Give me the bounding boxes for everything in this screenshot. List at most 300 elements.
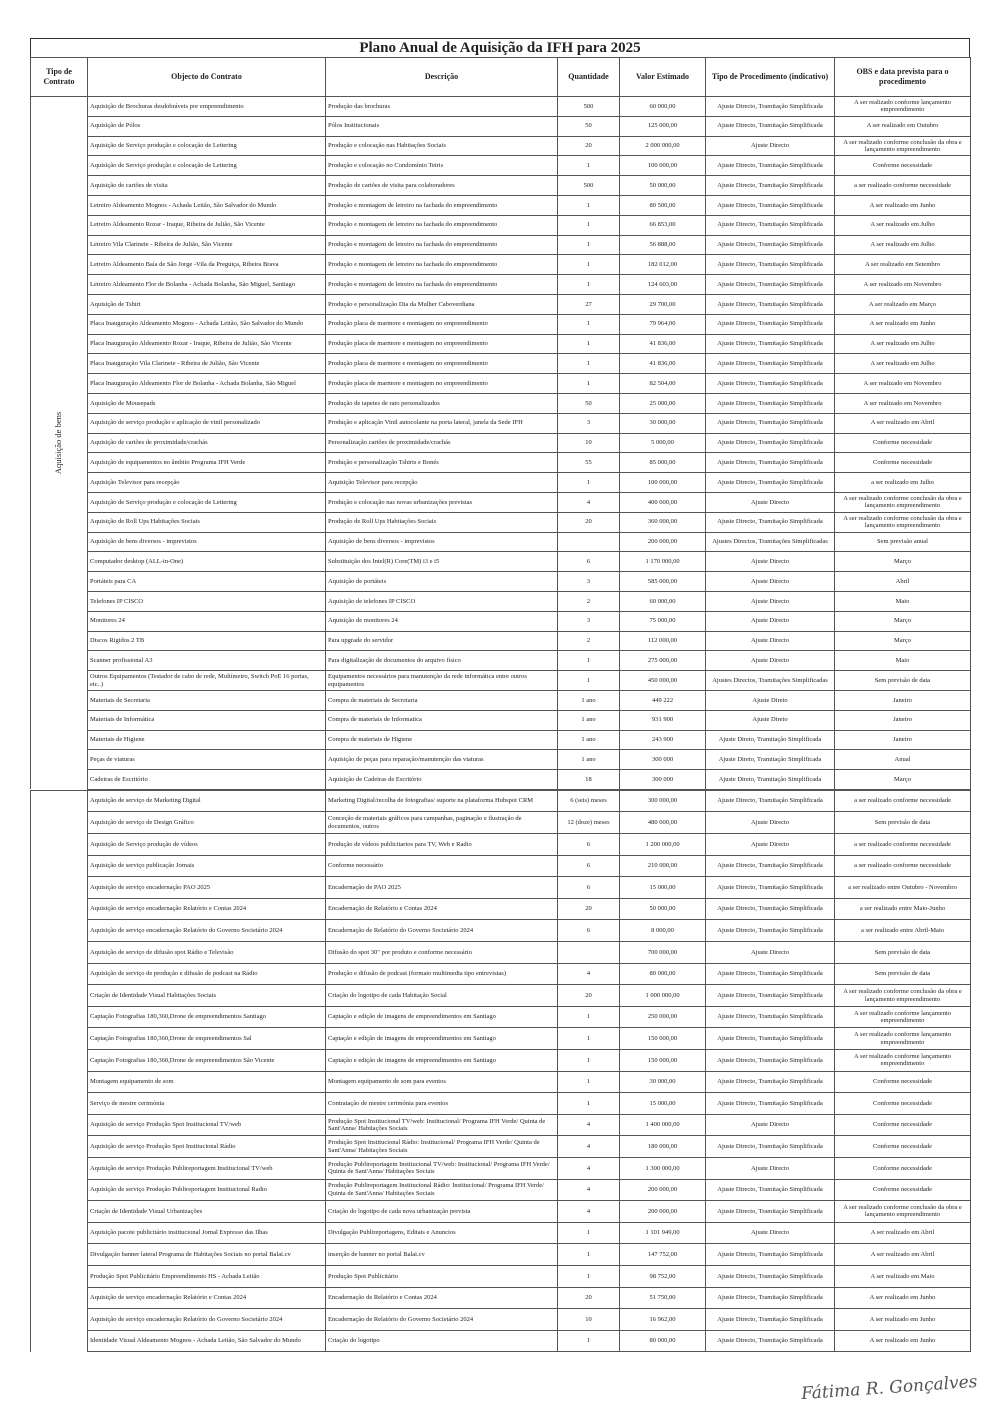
cell-procedimento: Ajuste Directo, Tramitação Simplificada [706, 512, 835, 532]
cell-descricao: Produção Spot Institucional Rádio: Institucional/ Programa IFH Verde/ Quinta de Sant'Anna/ Habitações Sociais [326, 1136, 558, 1158]
cell-descricao: Aquisição de Cadeiras de Escritório [326, 770, 558, 790]
cell-quantidade: 1 [558, 1006, 620, 1028]
cell-valor: 15 000,00 [620, 877, 706, 899]
cell-quantidade: 1 ano [558, 750, 620, 770]
table-row [31, 433, 971, 453]
table-row [31, 334, 971, 354]
cell-procedimento: Ajuste Directo [706, 1222, 835, 1244]
cell-quantidade: 1 [558, 255, 620, 275]
cell-procedimento: Ajuste Directo, Tramitação Simplificada [706, 1244, 835, 1266]
cell-objecto: Aquisição de cartões de proximidade/crachás [88, 433, 326, 453]
cell-descricao: Produção placa de marmore e montagem no empreendimento [326, 354, 558, 374]
cell-descricao: Produção e colocação nas novas urbanizações previstas [326, 492, 558, 512]
cell-obs: Março [835, 631, 971, 651]
cell-objecto: Materiais de Informática [88, 710, 326, 730]
cell-objecto: Aquisição de serviço Produção Spot Institucional Rádio [88, 1136, 326, 1158]
cell-quantidade: 4 [558, 1179, 620, 1201]
cell-quantidade [558, 532, 620, 552]
cell-obs: A ser realizado conforme conclusão da obra e lançamento empreendimento [835, 136, 971, 156]
cell-quantidade: 1 ano [558, 690, 620, 710]
cell-objecto: Aquisição de Serviço produção e colocação de Lettering [88, 492, 326, 512]
table-row [31, 1265, 971, 1287]
cell-quantidade: 1 [558, 1265, 620, 1287]
table-row [31, 1309, 971, 1331]
cell-quantidade: 1 [558, 651, 620, 671]
cell-valor: 585 000,00 [620, 572, 706, 592]
cell-quantidade: 18 [558, 770, 620, 790]
cell-quantidade: 1 [558, 1093, 620, 1115]
cell-objecto: Aquisição de serviço produção e aplicação de vinil personalizado [88, 413, 326, 433]
cell-valor: 300 000 [620, 750, 706, 770]
cell-descricao: Aquisição de bens diversos - imprevistos [326, 532, 558, 552]
table-row [31, 898, 971, 920]
cell-objecto: Outros Equipamentos (Testador de cabo de rede, Multímetro, Switch PoE 16 portas, etc..) [88, 671, 326, 691]
cell-obs: A ser realizado em Outubro [835, 116, 971, 136]
cell-procedimento: Ajuste Directo, Tramitação Simplificada [706, 1287, 835, 1309]
cell-valor: 112 000,00 [620, 631, 706, 651]
cell-objecto: Telefones IP CISCO [88, 591, 326, 611]
cell-obs: a ser realizado conforme necessidade [835, 834, 971, 856]
cell-obs: A ser realizado em Junho [835, 1330, 971, 1352]
cell-quantidade: 1 [558, 235, 620, 255]
cell-objecto: Aquisição pacote publicitário institucional Jornal Expresso das Ilhas [88, 1222, 326, 1244]
cell-valor: 75 000,00 [620, 611, 706, 631]
cell-valor: 1 200 000,00 [620, 834, 706, 856]
cell-obs: Janeiro [835, 710, 971, 730]
table-row [31, 690, 971, 710]
cell-valor: 50 000,00 [620, 176, 706, 196]
cell-objecto: Portáteis para CA [88, 572, 326, 592]
table-row [31, 1114, 971, 1136]
cell-valor: 480 000,00 [620, 812, 706, 834]
cell-objecto: Aquisição de serviço Produção Spot Institucional TV/web [88, 1114, 326, 1136]
table-row [31, 294, 971, 314]
cell-procedimento: Ajuste Directo, Tramitação Simplificada [706, 116, 835, 136]
table-row [31, 1028, 971, 1050]
cell-descricao: Para upgrade do servidor [326, 631, 558, 651]
cell-procedimento: Ajuste Directo, Tramitação Simplificada [706, 1136, 835, 1158]
cell-valor: 1 000 000,00 [620, 985, 706, 1007]
cell-quantidade: 1 [558, 156, 620, 176]
cell-descricao: Produção de Roll Ups Habitações Sociais [326, 512, 558, 532]
cell-descricao: Compra de materiais de Higiene [326, 730, 558, 750]
cell-quantidade: 55 [558, 453, 620, 473]
cell-obs: A ser realizado em Julho [835, 215, 971, 235]
cell-obs: Março [835, 611, 971, 631]
cell-valor: 150 000,00 [620, 1028, 706, 1050]
cell-obs: A ser realizado em Julho [835, 235, 971, 255]
cell-quantidade: 1 [558, 1071, 620, 1093]
cell-valor: 300 000,00 [620, 790, 706, 812]
table-row [31, 156, 971, 176]
table-row [31, 1136, 971, 1158]
cell-obs: A ser realizado conforme conclusão da obra e lançamento empreendimento [835, 1201, 971, 1223]
cell-objecto: Aquisição de serviço encadernação Relatório e Contas 2024 [88, 1287, 326, 1309]
cell-obs: A ser realizado em Junho [835, 1309, 971, 1331]
cell-obs: A ser realizado em Maio [835, 1265, 971, 1287]
cell-valor: 30 000,00 [620, 1071, 706, 1093]
cell-objecto: Aquisição de serviço encadernação Relatório do Governo Societário 2024 [88, 920, 326, 942]
acquisition-table-goods [30, 57, 971, 790]
cell-quantidade: 3 [558, 413, 620, 433]
cell-objecto: Monitores 24 [88, 611, 326, 631]
cell-objecto: Aquisição de Serviço produção de vídeos [88, 834, 326, 856]
cell-procedimento: Ajuste Directo, Tramitação Simplificada [706, 790, 835, 812]
cell-obs: Maio [835, 591, 971, 611]
cell-descricao: Compra de materiais de Informatica [326, 710, 558, 730]
table-row [31, 963, 971, 985]
cell-quantidade: 4 [558, 963, 620, 985]
table-row [31, 855, 971, 877]
cell-procedimento: Ajuste Directo, Tramitação Simplificada [706, 393, 835, 413]
cell-objecto: Discos Rigidos 2 TB [88, 631, 326, 651]
cell-procedimento: Ajuste Directo [706, 834, 835, 856]
cell-obs: A ser realizado em Abril [835, 413, 971, 433]
document-sheet [30, 38, 970, 1352]
cell-objecto: Aquisição de Serviço produção e colocação de Lettering [88, 156, 326, 176]
table-row [31, 275, 971, 295]
table-row [31, 834, 971, 856]
cell-objecto: Captação Fotografias 180,360,Drone de empreendimentos São Vicente [88, 1050, 326, 1072]
cell-valor: 1 300 000,00 [620, 1157, 706, 1179]
cell-quantidade: 6 [558, 834, 620, 856]
cell-quantidade: 6 [558, 552, 620, 572]
cell-obs: Conforme necessidade [835, 156, 971, 176]
cell-procedimento: Ajuste Directo, Tramitação Simplificada [706, 473, 835, 493]
cell-quantidade: 20 [558, 512, 620, 532]
cell-obs: a ser realizado entre Outubro - Novembro [835, 877, 971, 899]
cell-descricao: Produção e montagem de letreiro na fachada do empreendimento [326, 255, 558, 275]
cell-objecto: Aquisição de serviço encadernação Relatório e Contas 2024 [88, 898, 326, 920]
cell-procedimento: Ajuste Directo [706, 631, 835, 651]
cell-objecto: Aquisição de bens diversos - imprevistos [88, 532, 326, 552]
cell-valor: 182 012,00 [620, 255, 706, 275]
cell-valor: 85 000,00 [620, 453, 706, 473]
cell-quantidade: 1 [558, 334, 620, 354]
cell-quantidade: 50 [558, 116, 620, 136]
cell-objecto: Aquisição de Tshirt [88, 294, 326, 314]
cell-valor: 400 000,00 [620, 492, 706, 512]
cell-descricao: Produção Spot Publicitário [326, 1265, 558, 1287]
cell-objecto: Aquisição de serviço de Design Gráfico [88, 812, 326, 834]
cell-objecto: Aquisição de serviço de difusão spot Rádio e Televisão [88, 942, 326, 964]
cell-valor: 150 000,00 [620, 1050, 706, 1072]
cell-objecto: Scanner profissional A3 [88, 651, 326, 671]
cell-valor: 80 000,00 [620, 1330, 706, 1352]
cell-valor: 250 000,00 [620, 1006, 706, 1028]
cell-quantidade: 2 [558, 631, 620, 651]
cell-descricao: Produção Spot Institucional TV/web: Institucional/ Programa IFH Verde/ Quinta de Sant'Anna/ Habitações Sociais [326, 1114, 558, 1136]
cell-objecto: Materiais de Higiene [88, 730, 326, 750]
cell-descricao: Produção de tapetes de rato personalizados [326, 393, 558, 413]
cell-procedimento: Ajuste Directo, Tramitação Simplificada [706, 275, 835, 295]
cell-quantidade: 1 [558, 1222, 620, 1244]
cell-descricao: Produção e montagem de letreiro na fachada do empreendimento [326, 235, 558, 255]
cell-descricao: Difusão do spot 30" por produto e conforme necessário [326, 942, 558, 964]
cell-descricao: Criação do logotipo de cada nova urbanização prevista [326, 1201, 558, 1223]
table-row [31, 985, 971, 1007]
cell-descricao: Encadernação de Relatório e Contas 2024 [326, 1287, 558, 1309]
table-row [31, 1287, 971, 1309]
cell-descricao: Produção e personalização Tshirts e Bonés [326, 453, 558, 473]
table-row [31, 1050, 971, 1072]
cell-descricao: Produção de vídeos publicitarios para TV, Web e Radio [326, 834, 558, 856]
contract-type-cell [31, 97, 88, 790]
cell-objecto: Aquisição de cartões de visita [88, 176, 326, 196]
col-header-obs: OBS e data prevista para o procedimento [835, 58, 971, 97]
cell-descricao: Montagem equipamento de som para eventos [326, 1071, 558, 1093]
cell-procedimento: Ajuste Directo [706, 552, 835, 572]
table-row [31, 671, 971, 691]
cell-obs: A ser realizado conforme conclusão da obra e lançamento empreendimento [835, 492, 971, 512]
cell-descricao: Produção e montagem de letreiro na fachada do empreendimento [326, 195, 558, 215]
table-row [31, 877, 971, 899]
cell-objecto: Placa Inauguração Aldeamento Rozar - Iraque, Ribeira de Julião, São Vicente [88, 334, 326, 354]
cell-obs: a ser realizado conforme necessidade [835, 176, 971, 196]
table-row [31, 710, 971, 730]
cell-procedimento: Ajuste Directo, Tramitação Simplificada [706, 176, 835, 196]
cell-procedimento: Ajuste Direto [706, 690, 835, 710]
cell-valor: 1 101 949,00 [620, 1222, 706, 1244]
cell-descricao: Produção e colocação no Condomínio Tetris [326, 156, 558, 176]
cell-descricao: Captação e edição de imagens de empreendimentos em Santiago [326, 1050, 558, 1072]
cell-valor: 16 962,00 [620, 1309, 706, 1331]
cell-procedimento: Ajuste Directo, Tramitação Simplificada [706, 855, 835, 877]
cell-objecto: Peças de viaturas [88, 750, 326, 770]
cell-objecto: Aquisição Televisor para recepção [88, 473, 326, 493]
cell-procedimento: Ajuste Directo, Tramitação Simplificada [706, 985, 835, 1007]
table-row [31, 393, 971, 413]
table-row [31, 611, 971, 631]
cell-procedimento: Ajuste Directo, Tramitação Simplificada [706, 413, 835, 433]
cell-objecto: Cadeiras de Escritório [88, 770, 326, 790]
cell-obs: A ser realizado conforme lançamento empreendimento [835, 1028, 971, 1050]
cell-procedimento: Ajuste Directo, Tramitação Simplificada [706, 1309, 835, 1331]
cell-quantidade: 1 ano [558, 730, 620, 750]
cell-objecto: Placa Inauguração Vila Clarinete - Ribeira de Julião, São Vicente [88, 354, 326, 374]
cell-objecto: Letreiro Aldeamento Mognos - Achada Leitão, São Salvador do Mundo [88, 195, 326, 215]
cell-obs: Anual [835, 750, 971, 770]
cell-valor: 1 400 000,00 [620, 1114, 706, 1136]
cell-quantidade: 1 [558, 1330, 620, 1352]
cell-objecto: Placa Inauguração Aldeamento Mognos - Achada Leitão, São Salvador do Mundo [88, 314, 326, 334]
cell-procedimento: Ajuste Directo, Tramitação Simplificada [706, 354, 835, 374]
cell-valor: 25 000,00 [620, 393, 706, 413]
cell-procedimento: Ajustes Directos, Tramitações Simplificadas [706, 671, 835, 691]
cell-objecto: Aquisição de serviço Produção Publireportagem Institucional Radio [88, 1179, 326, 1201]
cell-objecto: Letreiro Vila Clarinete - Ribeira de Julião, São Vicente [88, 235, 326, 255]
cell-quantidade: 4 [558, 492, 620, 512]
cell-descricao: Marketing Digital/recolha de fotografias/ suporte na plataforma Hubspot CRM [326, 790, 558, 812]
cell-procedimento: Ajuste Directo [706, 942, 835, 964]
table-row [31, 770, 971, 790]
cell-quantidade: 1 [558, 1050, 620, 1072]
cell-obs: Conforme necessidade [835, 1114, 971, 1136]
cell-objecto: Aquisição de serviço de produção e difusão de podcast na Rádio [88, 963, 326, 985]
cell-objecto: Computador desktop (ALL-in-One) [88, 552, 326, 572]
cell-obs: A ser realizado em Novembro [835, 275, 971, 295]
cell-descricao: Produção e montagem de letreiro na fachada do empreendimento [326, 215, 558, 235]
cell-descricao: Aquisição de telefones IP CISCO [326, 591, 558, 611]
cell-objecto: Captação Fotografias 180,360,Drone de empreendimentos Sal [88, 1028, 326, 1050]
cell-quantidade: 1 [558, 473, 620, 493]
cell-quantidade: 1 [558, 354, 620, 374]
cell-quantidade: 2 [558, 591, 620, 611]
cell-descricao: Captação e edição de imagens de empreendimentos em Santiago [326, 1028, 558, 1050]
cell-descricao: Contratação de mestre cerimónia para eventos [326, 1093, 558, 1115]
cell-objecto: Letreiro Aldeamento Baía de São Jorge -Vila da Preguiça, Ribeira Brava [88, 255, 326, 275]
cell-descricao: Produção e personalização Dia da Mulher Caboverdiana [326, 294, 558, 314]
cell-quantidade: 4 [558, 1201, 620, 1223]
table-row [31, 176, 971, 196]
cell-obs: a ser realizado conforme necessidade [835, 855, 971, 877]
cell-quantidade: 1 [558, 374, 620, 394]
cell-obs: A ser realizado conforme lançamento empreendimento [835, 1050, 971, 1072]
cell-objecto: Aquisição de serviço encadernação PAO 2025 [88, 877, 326, 899]
cell-valor: 275 000,00 [620, 651, 706, 671]
cell-descricao: Produção e colocação nas Habitações Sociais [326, 136, 558, 156]
cell-quantidade: 20 [558, 898, 620, 920]
table-row [31, 1330, 971, 1352]
table-row [31, 374, 971, 394]
cell-quantidade: 1 [558, 215, 620, 235]
table-row [31, 473, 971, 493]
cell-valor: 66 853,00 [620, 215, 706, 235]
cell-valor: 450 000,00 [620, 671, 706, 691]
table-row [31, 1093, 971, 1115]
cell-objecto: Captação Fotografias 180,360,Drone de empreendimentos Santiago [88, 1006, 326, 1028]
cell-procedimento: Ajuste Directo, Tramitação Simplificada [706, 1330, 835, 1352]
cell-quantidade: 20 [558, 136, 620, 156]
cell-descricao: Para digitalização de documentos do arquivo físico [326, 651, 558, 671]
cell-obs: A ser realizado em Abril [835, 1244, 971, 1266]
cell-quantidade: 10 [558, 433, 620, 453]
cell-objecto: Aquisição de equipamentos no âmbito Programa IFH Verde [88, 453, 326, 473]
cell-objecto: Materiais de Secretaria [88, 690, 326, 710]
cell-obs: a ser realizado entre Abril-Maio [835, 920, 971, 942]
cell-procedimento: Ajuste Directo, Tramitação Simplificada [706, 255, 835, 275]
cell-objecto: Montagem equipamento de som [88, 1071, 326, 1093]
cell-quantidade: 10 [558, 1309, 620, 1331]
table-row [31, 942, 971, 964]
cell-procedimento: Ajuste Directo, Tramitação Simplificada [706, 920, 835, 942]
cell-descricao: Conceção de materiais gráficos para campanhas, paginação e ilustração de documentos, outros [326, 812, 558, 834]
cell-obs: A ser realizado em Novembro [835, 374, 971, 394]
cell-objecto: Produção Spot Publicitário Empreendimento HS - Achada Leitão [88, 1265, 326, 1287]
cell-procedimento: Ajuste Directo, Tramitação Simplificada [706, 156, 835, 176]
table-row [31, 453, 971, 473]
cell-descricao: Compra de materiais de Secretaria [326, 690, 558, 710]
cell-procedimento: Ajuste Directo, Tramitação Simplificada [706, 898, 835, 920]
cell-valor: 51 750,00 [620, 1287, 706, 1309]
cell-valor: 449 222 [620, 690, 706, 710]
cell-valor: 931 900 [620, 710, 706, 730]
col-header-descricao: Descrição [326, 58, 558, 97]
cell-quantidade: 20 [558, 1287, 620, 1309]
cell-obs: Março [835, 552, 971, 572]
cell-descricao: Conforme necessário [326, 855, 558, 877]
cell-objecto: Aquisição de Pólos [88, 116, 326, 136]
cell-obs: a ser realizado conforme necessidade [835, 790, 971, 812]
cell-descricao: Substituição dos Intel(R) Core(TM) i3 e i5 [326, 552, 558, 572]
cell-obs: A ser realizado conforme lançamento empreendimento [835, 1006, 971, 1028]
cell-obs: A ser realizado em Julho [835, 354, 971, 374]
cell-quantidade: 1 ano [558, 710, 620, 730]
cell-quantidade: 6 (seis) meses [558, 790, 620, 812]
cell-quantidade: 12 (doze) meses [558, 812, 620, 834]
cell-obs: A ser realizado em Junho [835, 1287, 971, 1309]
cell-obs: Maio [835, 651, 971, 671]
cell-objecto: Aquisição de Mousepads [88, 393, 326, 413]
cell-procedimento: Ajuste Direto, Tramitação Simplificada [706, 730, 835, 750]
cell-quantidade: 3 [558, 572, 620, 592]
table-row [31, 512, 971, 532]
cell-procedimento: Ajuste Directo, Tramitação Simplificada [706, 215, 835, 235]
cell-descricao: Produção e difusão de podcast (formato multimedia tipo entrevistas) [326, 963, 558, 985]
col-header-quantidade: Quantidade [558, 58, 620, 97]
cell-valor: 1 170 000,00 [620, 552, 706, 572]
table-row [31, 591, 971, 611]
cell-descricao: Produção placa de marmore e montagem no empreendimento [326, 334, 558, 354]
cell-valor: 125 000,00 [620, 116, 706, 136]
cell-descricao: Aquisição de monitores 24 [326, 611, 558, 631]
cell-procedimento: Ajuste Directo [706, 572, 835, 592]
cell-procedimento: Ajuste Directo [706, 591, 835, 611]
cell-descricao: Produção das brochuras [326, 97, 558, 117]
cell-obs: A ser realizado em Junho [835, 314, 971, 334]
cell-procedimento: Ajuste Direto [706, 710, 835, 730]
cell-procedimento: Ajuste Directo [706, 812, 835, 834]
page-title: Plano Anual de Aquisição da IFH para 2025 [30, 38, 970, 57]
table-row [31, 354, 971, 374]
cell-valor: 41 836,00 [620, 354, 706, 374]
table-row [31, 136, 971, 156]
cell-obs: Sem previsão de data [835, 671, 971, 691]
cell-quantidade: 1 [558, 314, 620, 334]
cell-procedimento: Ajuste Directo, Tramitação Simplificada [706, 1028, 835, 1050]
cell-descricao: inserção de banner no portal Balai.cv [326, 1244, 558, 1266]
cell-procedimento: Ajuste Directo, Tramitação Simplificada [706, 314, 835, 334]
cell-descricao: Aquisição de peças para reparação/manutenção das viaturas [326, 750, 558, 770]
cell-objecto: Serviço de mestre cerimónia [88, 1093, 326, 1115]
cell-obs: Conforme necessidade [835, 1136, 971, 1158]
cell-quantidade: 27 [558, 294, 620, 314]
col-header-procedimento: Tipo de Procedimento (indicativo) [706, 58, 835, 97]
cell-procedimento: Ajuste Directo, Tramitação Simplificada [706, 1006, 835, 1028]
cell-valor: 700 000,00 [620, 942, 706, 964]
cell-objecto: Aquisição de Roll Ups Habitações Sociais [88, 512, 326, 532]
table-row [31, 255, 971, 275]
cell-procedimento: Ajuste Directo, Tramitação Simplificada [706, 195, 835, 215]
col-header-valor: Valor Estimado [620, 58, 706, 97]
cell-procedimento: Ajustes Directos, Tramitações Simplificadas [706, 532, 835, 552]
cell-descricao: Encadernação de Relatório e Contas 2024 [326, 898, 558, 920]
cell-procedimento: Ajuste Directo, Tramitação Simplificada [706, 1093, 835, 1115]
cell-procedimento: Ajuste Directo, Tramitação Simplificada [706, 374, 835, 394]
table-row [31, 413, 971, 433]
cell-descricao: Produção Publireportagem Institucional TV/web: Institucional/ Programa IFH Verde/ Quinta de Sant'Anna/ Habitações Sociais [326, 1157, 558, 1179]
cell-procedimento: Ajuste Direto, Tramitação Simplificada [706, 750, 835, 770]
cell-quantidade: 1 [558, 195, 620, 215]
cell-procedimento: Ajuste Directo, Tramitação Simplificada [706, 433, 835, 453]
col-header-tipo: Tipo de Contrato [31, 58, 88, 97]
cell-objecto: Letreiro Aldeamento Rozar - Iraque, Ribeira de Julião, São Vicente [88, 215, 326, 235]
cell-obs: Janeiro [835, 730, 971, 750]
cell-valor: 79 964,00 [620, 314, 706, 334]
cell-valor: 80 500,00 [620, 195, 706, 215]
cell-procedimento: Ajuste Direto, Tramitação Simplificada [706, 770, 835, 790]
table-row [31, 532, 971, 552]
